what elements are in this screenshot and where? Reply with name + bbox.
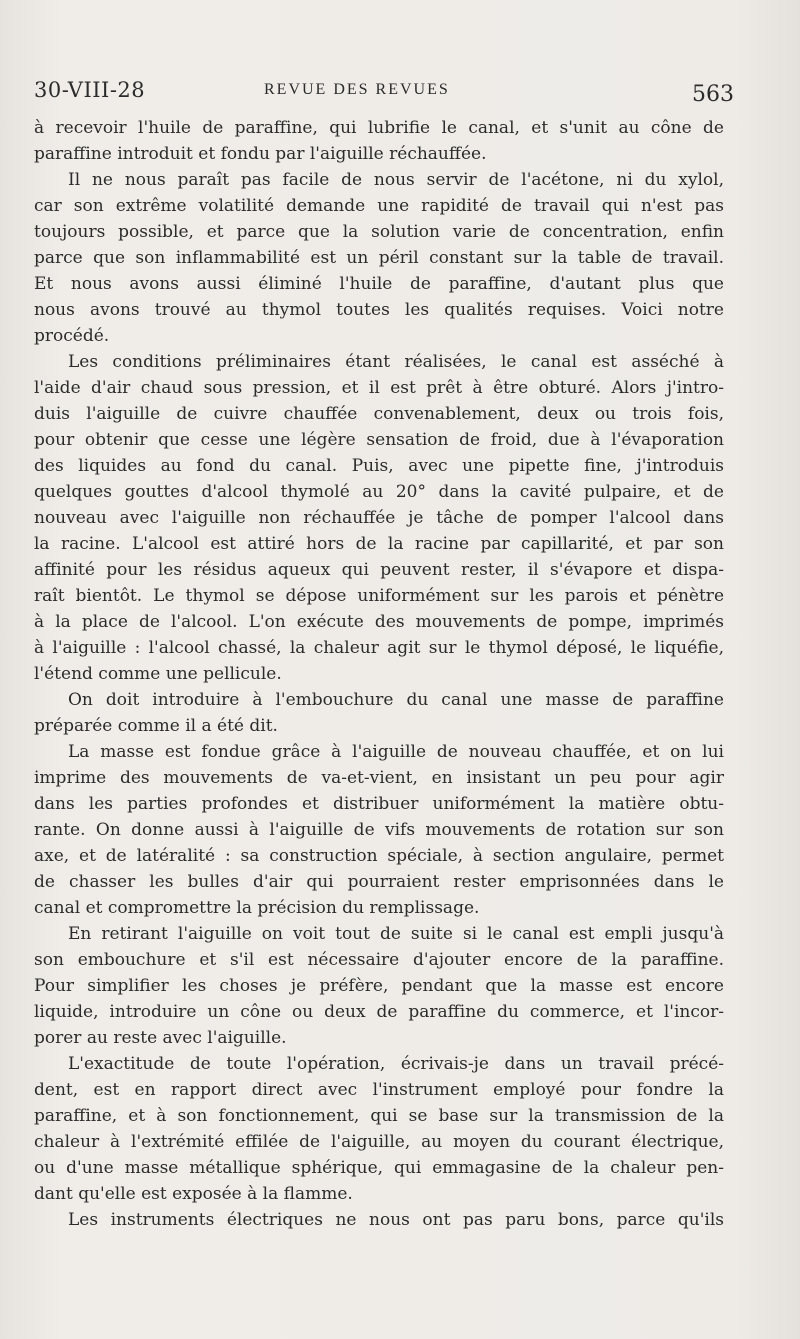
text-line: de chasser les bulles d'air qui pourraient rester emprisonnées dans le [34,872,724,892]
body-text [34,115,724,1233]
text-line: Il ne nous paraît pas facile de nous servir de l'acétone, ni du xylol, [68,170,724,190]
text-line: raît bientôt. Le thymol se dépose uniformément sur les parois et pénètre [34,586,724,606]
text-line: chaleur à l'extrémité effilée de l'aiguille, au moyen du courant électrique, [34,1132,724,1152]
text-line: à l'aiguille : l'alcool chassé, la chaleur agit sur le thymol déposé, le liquéfie, [34,638,724,658]
text-line: à la place de l'alcool. L'on exécute des mouvements de pompe, imprimés [34,612,724,632]
text-line: On doit introduire à l'embouchure du canal une masse de paraffine [68,690,724,710]
text-line: quelques gouttes d'alcool thymolé au 20° dans la cavité pulpaire, et de [34,482,724,502]
text-line: parce que son inflammabilité est un péril constant sur la table de travail. [34,248,724,268]
text-line: axe, et de latéralité : sa construction spéciale, à section angulaire, permet [34,846,724,866]
text-line: dant qu'elle est exposée à la flamme. [34,1184,353,1204]
running-title: REVUE DES REVUES [264,81,450,98]
text-line: La masse est fondue grâce à l'aiguille de nouveau chauffée, et on lui [68,742,724,762]
text-line: toujours possible, et parce que la solution varie de concentration, enfin [34,222,724,242]
issue-date: 30-VIII-28 [34,78,146,102]
text-line: Les conditions préliminaires étant réalisées, le canal est asséché à [68,352,724,372]
page-number: 563 [692,82,734,107]
text-line: dans les parties profondes et distribuer uniformément la matière obtu- [34,794,724,814]
text-line: pour obtenir que cesse une légère sensation de froid, due à l'évaporation [34,430,724,450]
text-line: dent, est en rapport direct avec l'instrument employé pour fondre la [34,1080,724,1100]
running-header [34,76,734,110]
text-line: nous avons trouvé au thymol toutes les qualités requises. Voici notre [34,300,724,320]
text-line: rante. On donne aussi à l'aiguille de vifs mouvements de rotation sur son [34,820,724,840]
text-line: L'exactitude de toute l'opération, écrivais-je dans un travail précé- [68,1054,724,1074]
text-line: duis l'aiguille de cuivre chauffée convenablement, deux ou trois fois, [34,404,724,424]
text-line: liquide, introduire un cône ou deux de paraffine du commerce, et l'incor- [34,1002,724,1022]
text-line: procédé. [34,326,110,346]
text-line: paraffine, et à son fonctionnement, qui se base sur la transmission de la [34,1106,724,1126]
text-line: Et nous avons aussi éliminé l'huile de paraffine, d'autant plus que [34,274,724,294]
text-line: imprime des mouvements de va-et-vient, en insistant un peu pour agir [34,768,724,788]
text-line: l'aide d'air chaud sous pression, et il est prêt à être obturé. Alors j'intro- [34,378,724,398]
text-line: porer au reste avec l'aiguille. [34,1028,287,1048]
text-line: En retirant l'aiguille on voit tout de suite si le canal est empli jusqu'à [68,924,724,944]
text-line: l'étend comme une pellicule. [34,664,282,684]
text-line: la racine. L'alcool est attiré hors de la racine par capillarité, et par son [34,534,724,554]
text-line: son embouchure et s'il est nécessaire d'ajouter encore de la paraffine. [34,950,724,970]
text-line: ou d'une masse métallique sphérique, qui emmagasine de la chaleur pen- [34,1158,724,1178]
text-line: canal et compromettre la précision du remplissage. [34,898,480,918]
text-line: nouveau avec l'aiguille non réchauffée je tâche de pomper l'alcool dans [34,508,724,528]
text-line: préparée comme il a été dit. [34,716,278,736]
text-line: car son extrême volatilité demande une rapidité de travail qui n'est pas [34,196,724,216]
text-line: affinité pour les résidus aqueux qui peuvent rester, il s'évapore et dispa- [34,560,724,580]
text-line: des liquides au fond du canal. Puis, avec une pipette fine, j'introduis [34,456,724,476]
text-line: à recevoir l'huile de paraffine, qui lubrifie le canal, et s'unit au cône de [34,118,724,138]
text-line: Les instruments électriques ne nous ont pas paru bons, parce qu'ils [68,1210,724,1230]
text-line: Pour simplifier les choses je préfère, pendant que la masse est encore [34,976,724,996]
text-line: paraffine introduit et fondu par l'aiguille réchauffée. [34,144,487,164]
